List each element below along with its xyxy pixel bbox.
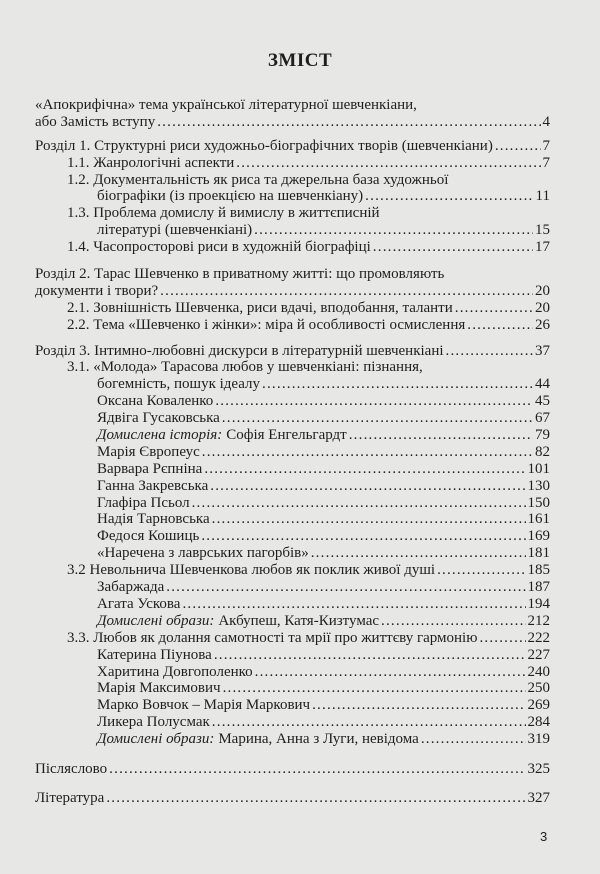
dot-leader bbox=[437, 562, 525, 579]
page-number: 227 bbox=[527, 646, 550, 663]
page-number: 45 bbox=[535, 393, 550, 410]
dot-leader bbox=[381, 613, 525, 630]
dot-leader bbox=[215, 393, 533, 410]
toc-chapter bbox=[35, 283, 550, 300]
dot-leader bbox=[455, 300, 533, 317]
page-number: 250 bbox=[527, 680, 550, 697]
entry-title: Агата Ускова bbox=[97, 595, 181, 612]
dot-leader bbox=[106, 790, 525, 807]
page-number: 7 bbox=[542, 154, 550, 171]
toc-entry bbox=[35, 188, 550, 205]
toc-entry bbox=[35, 545, 550, 562]
dot-leader bbox=[479, 630, 525, 647]
toc-chapter bbox=[35, 343, 550, 360]
entry-title: Ликера Полусмак bbox=[97, 714, 210, 731]
page-number: 194 bbox=[527, 595, 550, 612]
toc-entry bbox=[35, 562, 550, 579]
dot-leader bbox=[192, 495, 526, 512]
page-number: 11 bbox=[535, 188, 550, 205]
dot-leader bbox=[214, 647, 526, 664]
toc-entry bbox=[35, 511, 550, 528]
entry-title: Варвара Рєпніна bbox=[97, 460, 203, 477]
entry-title: 3.1. «Молода» Тарасова любов у шевченкіані: пізнання, bbox=[67, 359, 423, 376]
toc-entry bbox=[35, 393, 550, 410]
dot-leader bbox=[254, 222, 533, 239]
page-number: 325 bbox=[527, 760, 550, 777]
dot-leader bbox=[160, 283, 533, 300]
dot-leader bbox=[312, 697, 525, 714]
entry-title: або Замість вступу bbox=[35, 113, 156, 130]
dot-leader bbox=[204, 461, 525, 478]
toc-entry bbox=[35, 528, 550, 545]
table-of-contents bbox=[35, 97, 550, 807]
entry-title: Забаржада bbox=[97, 579, 165, 596]
toc-entry bbox=[35, 630, 550, 647]
dot-leader bbox=[236, 155, 540, 172]
page-number: 327 bbox=[527, 789, 550, 806]
dot-leader bbox=[182, 596, 525, 613]
dot-leader bbox=[210, 478, 525, 495]
toc-afterword bbox=[35, 761, 550, 778]
toc-entry-line bbox=[35, 205, 550, 222]
dot-leader bbox=[157, 114, 540, 131]
dot-leader bbox=[262, 376, 533, 393]
entry-title: Глафіра Псьол bbox=[97, 494, 190, 511]
entry-title: Акбупеш, Катя-Кизтумас bbox=[218, 612, 380, 629]
page-number: 101 bbox=[527, 460, 550, 477]
toc-entry bbox=[35, 714, 550, 731]
entry-title: «Наречена з лаврських пагорбів» bbox=[97, 545, 309, 562]
toc-entry bbox=[35, 613, 550, 630]
page-number: 7 bbox=[542, 137, 550, 154]
toc-entry bbox=[35, 697, 550, 714]
entry-title: Ядвіга Гусаковська bbox=[97, 410, 220, 427]
entry-title: 1.1. Жанрологічні аспекти bbox=[67, 154, 235, 171]
entry-title: Ганна Закревська bbox=[97, 477, 209, 494]
page-number: 240 bbox=[527, 663, 550, 680]
entry-title: Марина, Анна з Луги, невідома bbox=[218, 731, 419, 748]
page-number: 187 bbox=[527, 579, 550, 596]
page-number: 150 bbox=[527, 494, 550, 511]
toc-entry bbox=[35, 114, 550, 131]
dot-leader bbox=[467, 317, 533, 334]
page-number: 212 bbox=[527, 612, 550, 629]
page-number: 15 bbox=[535, 222, 550, 239]
toc-entry bbox=[35, 155, 550, 172]
toc-entry bbox=[35, 664, 550, 681]
page-number: 169 bbox=[527, 528, 550, 545]
dot-leader bbox=[109, 761, 525, 778]
dot-leader bbox=[222, 410, 533, 427]
dot-leader bbox=[223, 680, 526, 697]
entry-title: Післяслово bbox=[35, 760, 108, 777]
entry-title: Федося Кошиць bbox=[97, 528, 200, 545]
page-number: 222 bbox=[527, 629, 550, 646]
entry-title: біографіки (із проекцією на шевченкіану) bbox=[97, 188, 364, 205]
toc-entry bbox=[35, 300, 550, 317]
entry-title: Надія Тарновська bbox=[97, 511, 210, 528]
toc-entry bbox=[35, 731, 550, 748]
entry-title: Марія Європеус bbox=[97, 443, 200, 460]
page-number: 319 bbox=[527, 731, 550, 748]
entry-prefix: Домислені образи: bbox=[97, 731, 215, 748]
entry-title: Література bbox=[35, 789, 105, 806]
entry-title: 1.3. Проблема домислу й вимислу в життєписній bbox=[67, 205, 380, 222]
entry-title: богемність, пошук ідеалу bbox=[97, 376, 261, 393]
entry-title: «Апокрифічна» тема української літературної шевченкіани, bbox=[35, 97, 417, 113]
dot-leader bbox=[255, 664, 526, 681]
page-number: 269 bbox=[527, 697, 550, 714]
dot-leader bbox=[365, 188, 533, 205]
entry-title: Розділ 1. Структурні риси художньо-біографічних творів (шевченкіани) bbox=[35, 137, 493, 154]
toc-entry bbox=[35, 427, 550, 444]
toc-entry bbox=[35, 410, 550, 427]
page-number: 17 bbox=[535, 239, 550, 256]
page-number: 67 bbox=[535, 410, 550, 427]
entry-title: Катерина Піунова bbox=[97, 646, 212, 663]
toc-entry bbox=[35, 647, 550, 664]
dot-leader bbox=[166, 579, 525, 596]
dot-leader bbox=[495, 138, 541, 155]
toc-entry-line bbox=[35, 359, 550, 376]
dot-leader bbox=[201, 528, 525, 545]
toc-entry bbox=[35, 461, 550, 478]
page-number: 79 bbox=[535, 427, 550, 444]
entry-title: 1.4. Часопросторові риси в художній біографіці bbox=[67, 239, 371, 256]
toc-chapter-line bbox=[35, 266, 550, 283]
page-number: 181 bbox=[527, 545, 550, 562]
entry-title: 1.2. Документальність як риса та джерельна база художньої bbox=[67, 171, 449, 188]
page-title: ЗМІСТ bbox=[267, 50, 333, 71]
dot-leader bbox=[212, 511, 526, 528]
toc-entry bbox=[35, 376, 550, 393]
toc-entry bbox=[35, 222, 550, 239]
entry-title: літературі (шевченкіані) bbox=[97, 222, 253, 239]
page-number: 130 bbox=[527, 477, 550, 494]
toc-entry bbox=[35, 680, 550, 697]
entry-prefix: Домислена історія: bbox=[97, 427, 223, 444]
entry-title: 3.3. Любов як долання самотності та мрії про життєву гармонію bbox=[67, 629, 478, 646]
entry-title: Розділ 3. Інтимно-любовні дискурси в літературній шевченкіані bbox=[35, 342, 444, 359]
page-number: 161 bbox=[527, 511, 550, 528]
dot-leader bbox=[311, 545, 526, 562]
dot-leader bbox=[446, 343, 533, 360]
page-number: 20 bbox=[535, 282, 550, 299]
toc-entry-line bbox=[35, 172, 550, 189]
page-number: 44 bbox=[535, 376, 550, 393]
entry-title: Оксана Коваленко bbox=[97, 393, 214, 410]
page-number: 82 bbox=[535, 443, 550, 460]
dot-leader bbox=[373, 239, 533, 256]
toc-entry-line bbox=[35, 97, 550, 114]
toc-entry bbox=[35, 579, 550, 596]
entry-title: Марія Максимович bbox=[97, 680, 221, 697]
page-number: 26 bbox=[535, 316, 550, 333]
entry-title: 3.2 Невольнича Шевченкова любов як поклик живої душі bbox=[67, 562, 436, 579]
entry-title: Харитина Довгополенко bbox=[97, 663, 253, 680]
entry-title: Розділ 2. Тарас Шевченко в приватному житті: що промовляють bbox=[35, 266, 445, 283]
page-number: 4 bbox=[542, 113, 550, 130]
dot-leader bbox=[421, 731, 526, 748]
page-number: 37 bbox=[535, 342, 550, 359]
toc-chapter bbox=[35, 138, 550, 155]
toc-entry bbox=[35, 495, 550, 512]
toc-entry bbox=[35, 239, 550, 256]
toc-entry bbox=[35, 596, 550, 613]
dot-leader bbox=[202, 444, 533, 461]
dot-leader bbox=[349, 427, 533, 444]
dot-leader bbox=[212, 714, 526, 731]
entry-prefix: Домислені образи: bbox=[97, 612, 215, 629]
entry-title: документи і твори? bbox=[35, 282, 159, 299]
toc-entry bbox=[35, 478, 550, 495]
page-number: 185 bbox=[527, 562, 550, 579]
toc-entry bbox=[35, 444, 550, 461]
page-number: 284 bbox=[527, 714, 550, 731]
toc-bibliography bbox=[35, 790, 550, 807]
entry-title: 2.1. Зовнішність Шевченка, риси вдачі, вподобання, таланти bbox=[67, 299, 453, 316]
entry-title: Софія Енгельгардт bbox=[226, 427, 347, 444]
page-number: 20 bbox=[535, 299, 550, 316]
entry-title: Марко Вовчок – Марія Маркович bbox=[97, 697, 311, 714]
entry-title: 2.2. Тема «Шевченко і жінки»: міра й особливості осмислення bbox=[67, 316, 466, 333]
toc-entry bbox=[35, 317, 550, 334]
folio-page-number: 3 bbox=[540, 829, 548, 844]
